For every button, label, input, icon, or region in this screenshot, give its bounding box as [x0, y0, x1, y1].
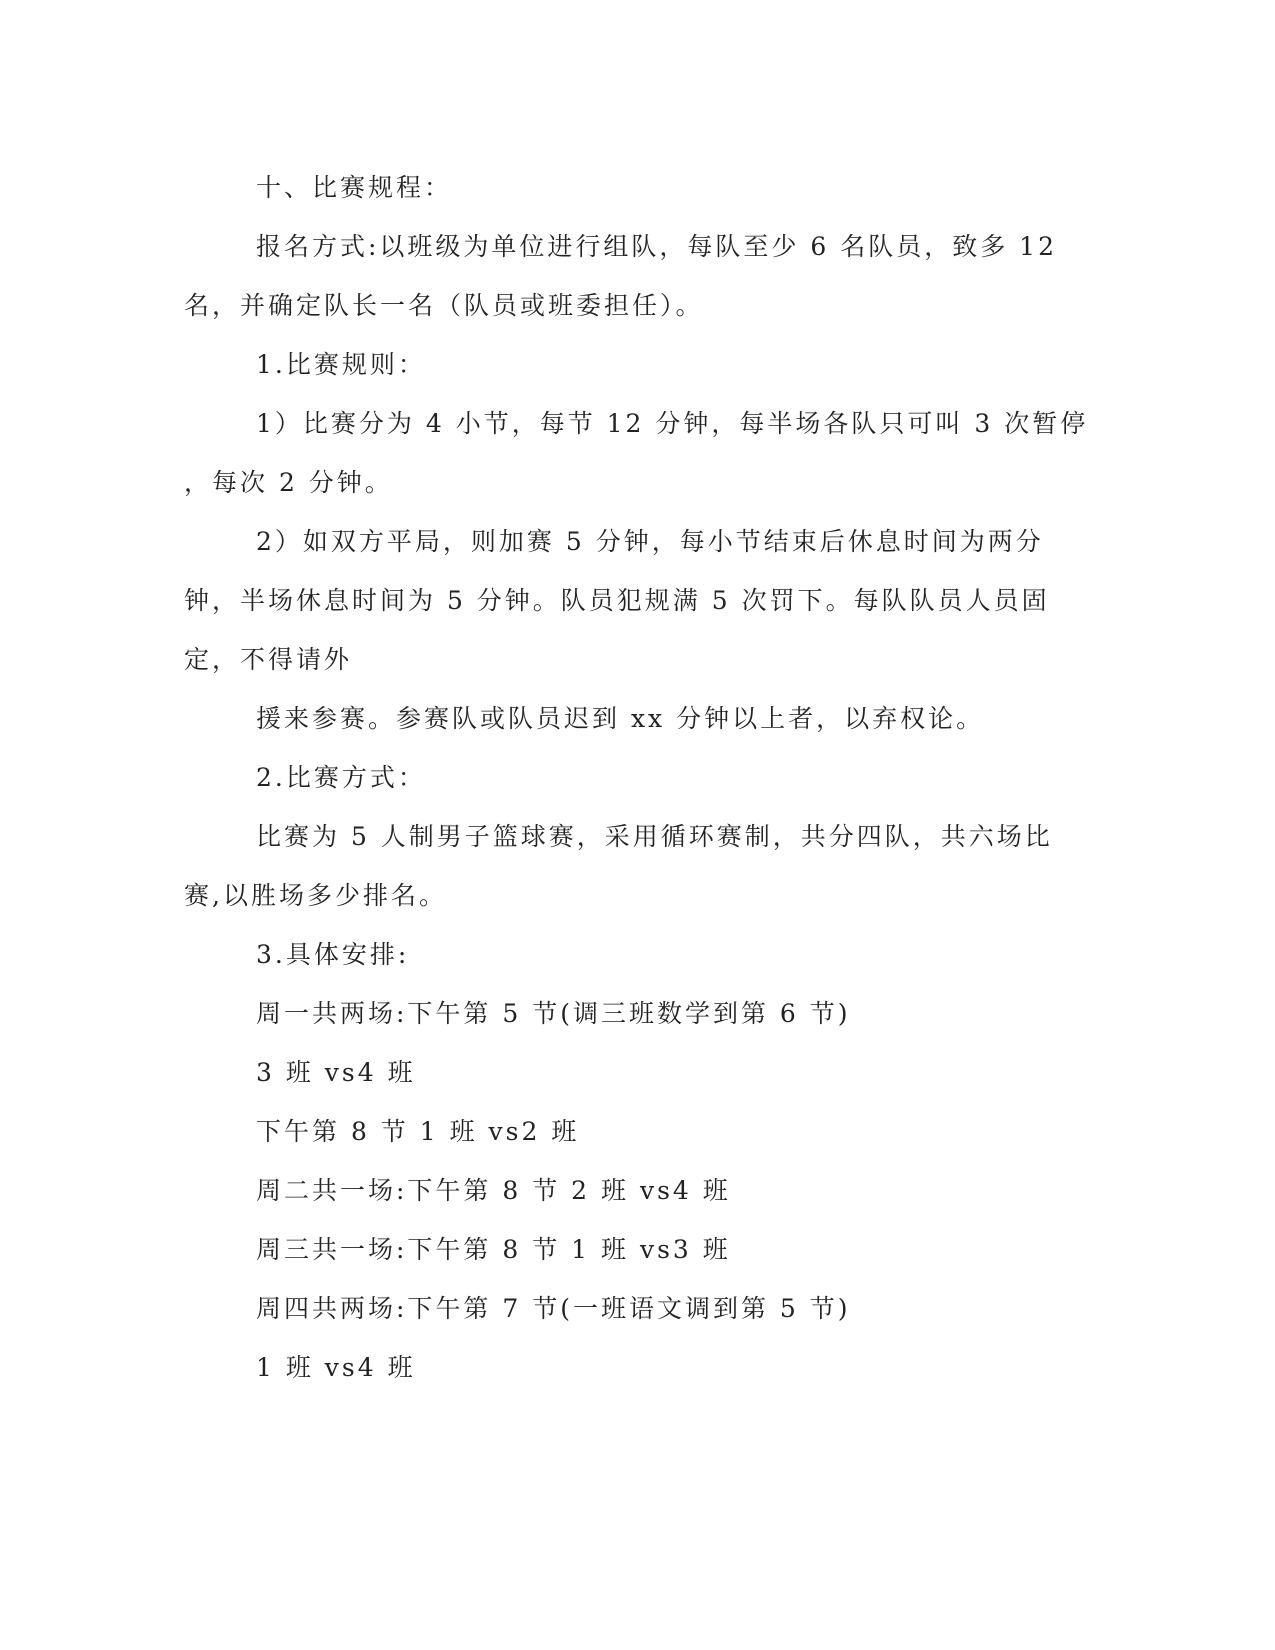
schedule-line: 3 班 vs4 班 — [256, 1058, 416, 1087]
schedule-line: 周三共一场:下午第 8 节 1 班 vs3 班 — [256, 1235, 731, 1264]
paragraph-line: 1）比赛分为 4 小节，每节 12 分钟，每半场各队只可叫 3 次暂停 — [256, 409, 1089, 438]
schedule-line: 周一共两场:下午第 5 节(调三班数学到第 6 节) — [256, 999, 851, 1028]
paragraph-line: ，每次 2 分钟。 — [184, 468, 393, 497]
section-heading: 十、比赛规程： — [256, 173, 453, 202]
schedule-line: 周四共两场:下午第 7 节(一班语文调到第 5 节) — [256, 1294, 851, 1323]
paragraph-line: 援来参赛。参赛队或队员迟到 xx 分钟以上者，以弃权论。 — [256, 704, 985, 733]
paragraph-line: 名，并确定队长一名（队员或班委担任）。 — [184, 291, 704, 320]
paragraph-line: 赛,以胜场多少排名。 — [184, 881, 447, 910]
document-body — [184, 158, 1089, 1397]
subsection-heading: 1.比赛规则： — [256, 350, 426, 379]
paragraph-line: 钟，半场休息时间为 5 分钟。队员犯规满 5 次罚下。每队队员人员固 — [184, 586, 1050, 615]
schedule-line: 1 班 vs4 班 — [256, 1353, 416, 1382]
subsection-heading: 2.比赛方式： — [256, 763, 426, 792]
paragraph-line: 2）如双方平局，则加赛 5 分钟，每小节结束后休息时间为两分 — [256, 527, 1044, 556]
paragraph-line: 定，不得请外 — [184, 645, 353, 674]
schedule-line: 下午第 8 节 1 班 vs2 班 — [256, 1117, 580, 1146]
schedule-line: 周二共一场:下午第 8 节 2 班 vs4 班 — [256, 1176, 731, 1205]
paragraph-line: 比赛为 5 人制男子篮球赛，采用循环赛制，共分四队，共六场比 — [256, 822, 1053, 851]
paragraph-line: 报名方式:以班级为单位进行组队，每队至少 6 名队员，致多 12 — [256, 232, 1057, 261]
subsection-heading: 3.具体安排: — [256, 940, 410, 969]
